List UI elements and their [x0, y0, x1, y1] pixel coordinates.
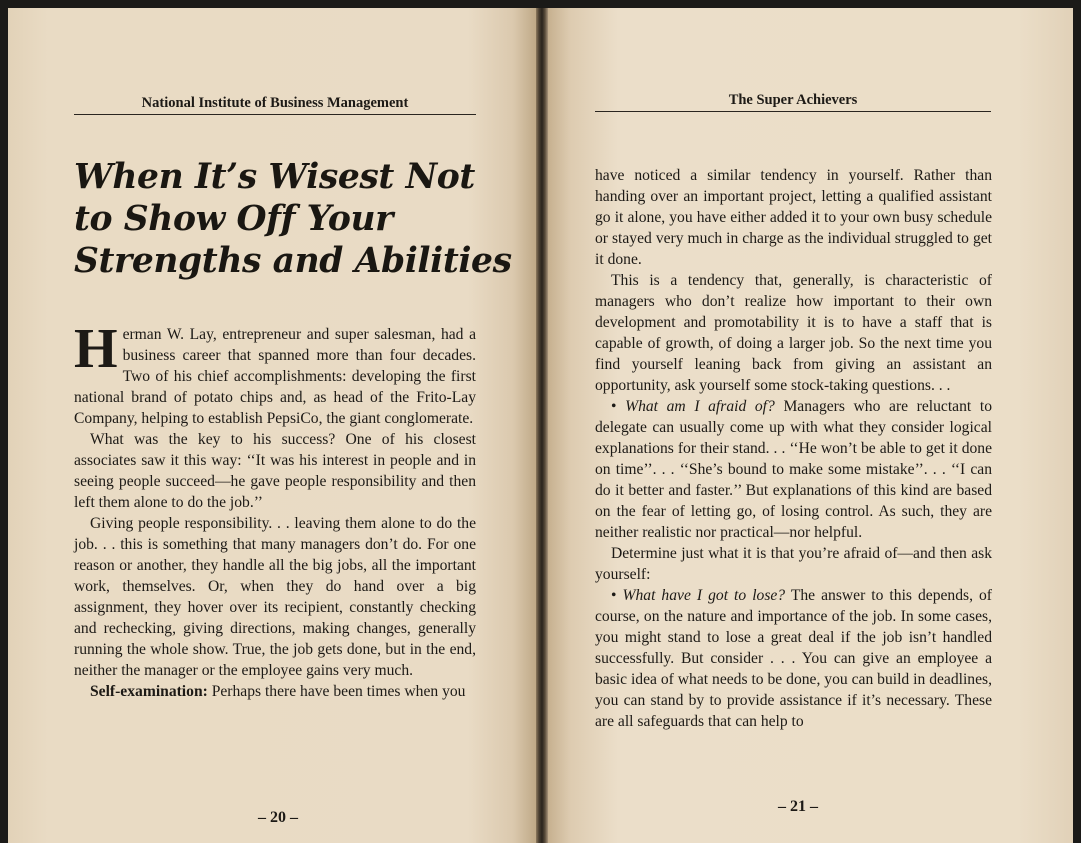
- paragraph-text: Perhaps there have been times when you: [207, 683, 466, 700]
- chapter-title-line: When It’s Wisest Not: [74, 157, 475, 197]
- left-running-head: National Institute of Business Management: [74, 95, 476, 115]
- paragraph: [595, 396, 992, 543]
- drop-cap: H: [74, 318, 118, 380]
- paragraph: [74, 318, 476, 429]
- paragraph: Determine just what it is that you’re afraid of—and then ask yourself:: [595, 545, 992, 583]
- right-running-head: The Super Achievers: [595, 92, 991, 112]
- book-spread: [8, 8, 1073, 843]
- paragraph: [74, 681, 476, 702]
- bullet-icon: •: [611, 398, 617, 415]
- chapter-title-line: Strengths and Abilities: [74, 241, 512, 281]
- chapter-title-line: to Show Off Your: [74, 199, 393, 239]
- chapter-title: [74, 156, 512, 282]
- paragraph-text: erman W. Lay, entrepreneur and super salesman, had a business career that spanned more than four decades. Two of his chief accomplishments: developing the first national brand of potato chips and, as head of the Frito-Lay Company, helping to establish PepsiCo, the giant conglomerate.: [74, 326, 476, 427]
- book-gutter: [536, 8, 548, 843]
- paragraph-text: Managers who are reluctant to delegate can usually come up with what they consider logical explanations for their stand. . . ‘‘He won’t be able to get it done on time’’. . . ‘‘She’s bound to make some mistake’’. . . ‘‘I can do it better and faster.’’ But explanations of this kind are based on the fear of letting go, of losing control. As such, they are neither realistic nor practical—nor helpful.: [595, 398, 992, 541]
- paragraph: [595, 585, 992, 732]
- paragraph: Giving people responsibility. . . leaving them alone to do the job. . . this is something that many managers don’t do. For one reason or another, they handle all the big jobs, all the important work, themselves. Or, when they do hand over a big assignment, they hover over its recipient, constantly checking and rechecking, giving directions, making changes, generally running the whole show. True, the job gets done, but in the end, neither the manager or the employee gains very much.: [74, 515, 476, 679]
- paragraph: What was the key to his success? One of his closest associates saw it this way: ‘‘It was his interest in people and in seeing people succeed—he gave people responsibility and then left them alone to do the job.’’: [74, 431, 476, 511]
- right-body-text: [595, 165, 992, 732]
- question-lead: What am I afraid of?: [625, 398, 775, 415]
- left-body-text: [74, 318, 476, 702]
- question-lead: What have I got to lose?: [622, 587, 786, 604]
- paragraph: have noticed a similar tendency in yourself. Rather than handing over an important project, letting a qualified assistant go it alone, you have either added it to your own busy schedule or stayed very much in charge as the individual struggled to get it done.: [595, 167, 992, 268]
- right-page-number: – 21 –: [778, 798, 818, 815]
- left-page-number: – 20 –: [258, 809, 298, 826]
- paragraph: This is a tendency that, generally, is characteristic of managers who don’t realize how important to their own development and promotability it is to have a staff that is capable of growth, of doing a larger job. So the next time you find yourself leaning back from giving an assistant an opportunity, ask yourself some stock-taking questions. . .: [595, 272, 992, 394]
- bullet-icon: •: [611, 587, 617, 604]
- paragraph-text: The answer to this depends, of course, on the nature and importance of the job. In some cases, you might stand to lose a great deal if the job isn’t handled successfully. But consider . . . You can give an employee a basic idea of what needs to be done, you can build in deadlines, you can stand by to provide assistance if it’s necessary. These are all safeguards that can help to: [595, 587, 992, 730]
- run-in-heading: Self-examination:: [90, 683, 208, 700]
